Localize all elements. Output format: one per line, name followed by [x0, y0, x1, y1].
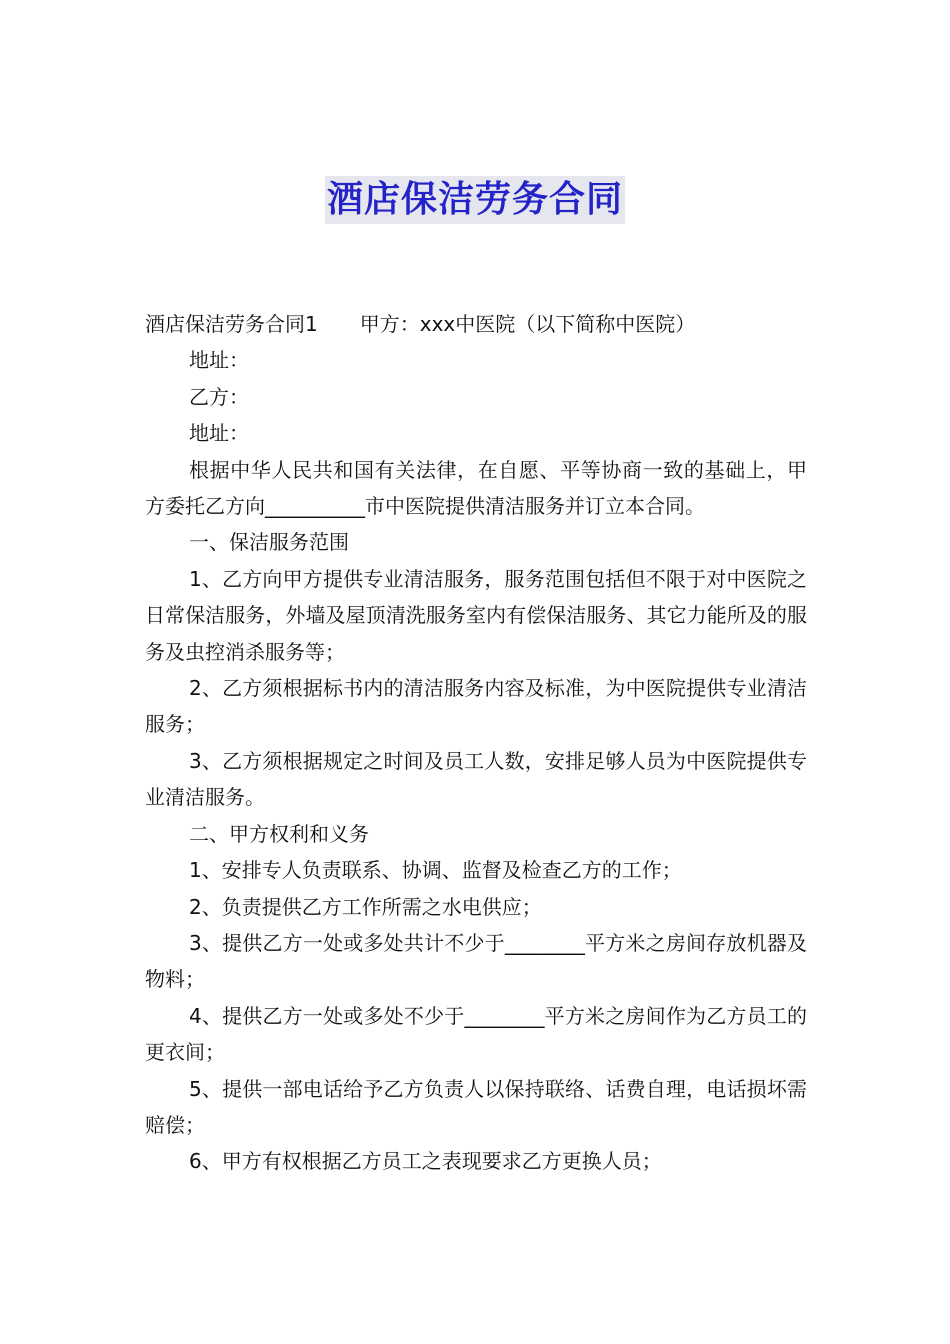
- section2-item: 6、甲方有权根据乙方员工之表现要求乙方更换人员；: [189, 1149, 662, 1174]
- section2-item: 4、提供乙方一处或多处不少于________平方米之房间作为乙方员工的更衣间；: [145, 1003, 807, 1065]
- address-b: 地址：: [189, 421, 249, 446]
- section2-heading: 二、甲方权利和义务: [189, 821, 369, 846]
- document-body: [145, 306, 807, 1180]
- section2-item: 1、安排专人负责联系、协调、监督及检查乙方的工作；: [189, 858, 682, 883]
- section1-item: 1、乙方向甲方提供专业清洁服务，服务范围包括但不限于对中医院之日常保洁服务，外墙及屋顶清洗服务室内有偿保洁服务、其它力能所及的服务及虫控消杀服务等；: [145, 566, 807, 664]
- section1-heading: 一、保洁服务范围: [189, 530, 349, 555]
- document-title: 酒店保洁劳务合同: [325, 176, 625, 224]
- address-a: 地址：: [189, 348, 249, 373]
- party-a: 甲方：xxx中医院（以下简称中医院）: [359, 312, 696, 336]
- preamble-paragraph: 根据中华人民共和国有关法律，在自愿、平等协商一致的基础上，甲方委托乙方向__________市中医院提供清洁服务并订立本合同。: [145, 457, 807, 519]
- document-title-line: [0, 176, 950, 224]
- party-b: 乙方：: [189, 384, 249, 409]
- section1-item: 2、乙方须根据标书内的清洁服务内容及标准，为中医院提供专业清洁服务；: [145, 676, 807, 737]
- heading-label: 酒店保洁劳务合同1: [145, 312, 318, 336]
- section2-item: 3、提供乙方一处或多处共计不少于________平方米之房间存放机器及物料；: [145, 930, 807, 992]
- heading-line: [145, 306, 807, 342]
- section2-item: 5、提供一部电话给予乙方负责人以保持联络、话费自理，电话损坏需赔偿；: [145, 1076, 807, 1137]
- section2-item: 2、负责提供乙方工作所需之水电供应；: [189, 894, 542, 919]
- section1-item: 3、乙方须根据规定之时间及员工人数，安排足够人员为中医院提供专业清洁服务。: [145, 748, 807, 810]
